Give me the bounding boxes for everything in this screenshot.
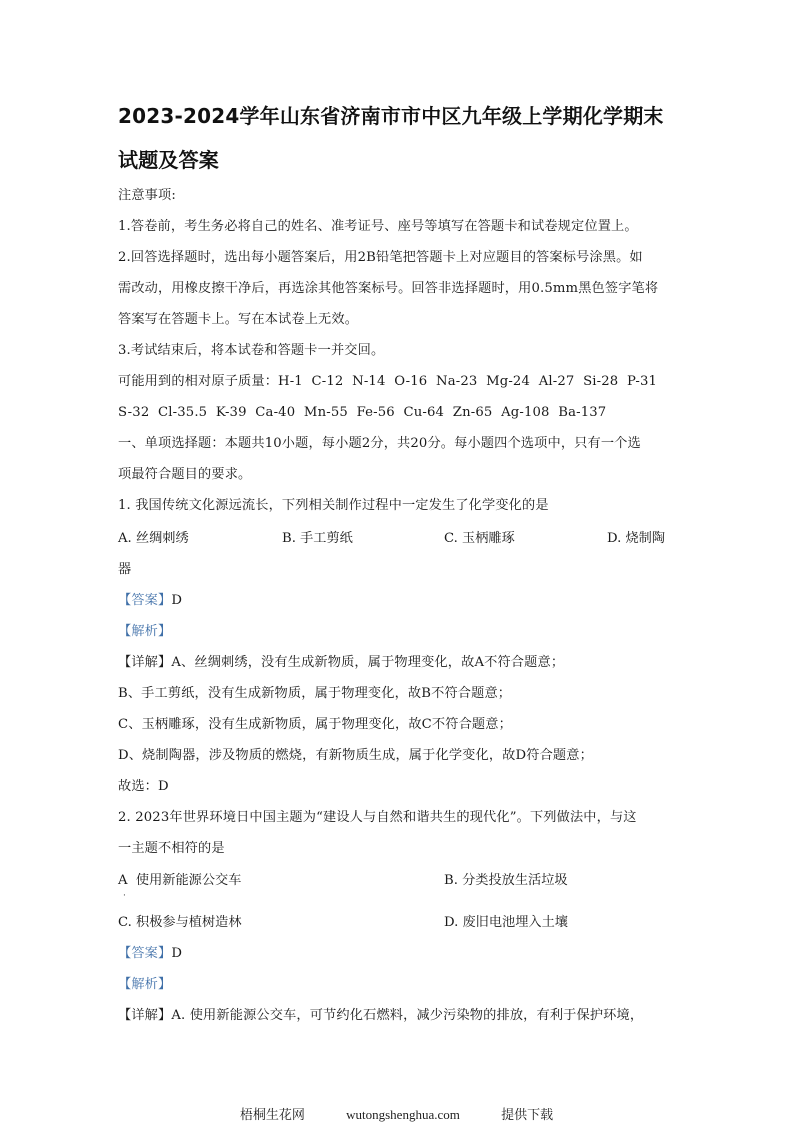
q2-answer (118, 946, 678, 962)
footer-download-text: 提供下载 (501, 1107, 554, 1122)
notice-item-2: 2.回答选择题时，选出每小题答案后，用2B铅笔把答题卡上对应题目的答案标号涂黑。如 (118, 250, 643, 265)
q2-stem-line2: 一主题不相符的是 (118, 841, 225, 856)
q1-detail-line1 (118, 655, 678, 671)
section1-heading: 一、单项选择题：本题共10小题，每小题2分，共20分。每小题四个选项中，只有一个选 (118, 436, 641, 451)
q2-stray-dot: · (123, 891, 126, 901)
footer-url[interactable]: wutongshenghua.com (346, 1107, 460, 1122)
q1-conclusion: 故选：D (118, 779, 169, 794)
atomic-masses-line2: S-32 Cl-35.5 K-39 Ca-40 Mn-55 Fe-56 Cu-64 Zn-65 Ag-108 Ba-137 (118, 405, 607, 420)
section1-heading-cont: 项最符合题目的要求。 (118, 467, 252, 482)
q2-answer-label: 【答案】 (118, 946, 172, 961)
q1-analysis-label: 【解析】 (118, 624, 172, 639)
q1-option-c: C. 玉柄雕琢 (444, 531, 515, 546)
q1-detail-line4: D、烧制陶器，涉及物质的燃烧，有新物质生成，属于化学变化，故D符合题意； (118, 748, 593, 763)
q2-answer-value: D (171, 946, 183, 961)
q2-analysis-label: 【解析】 (118, 977, 172, 992)
footer-site-name: 梧桐生花网 (239, 1107, 305, 1122)
notice-heading: 注意事项: (118, 188, 176, 203)
q1-option-a: A. 丝绸刺绣 (118, 531, 189, 546)
q1-answer-value: D (171, 593, 183, 608)
q1-stem: 1. 我国传统文化源远流长，下列相关制作过程中一定发生了化学变化的是 (118, 498, 549, 513)
notice-item-3: 3.考试结束后，将本试卷和答题卡一并交回。 (118, 343, 385, 358)
q1-answer-label: 【答案】 (118, 593, 172, 608)
q2-detail-line1 (118, 1008, 678, 1024)
q2-option-d: D. 废旧电池埋入土壤 (444, 915, 568, 930)
notice-item-2-cont2: 答案写在答题卡上。写在本试卷上无效。 (118, 312, 359, 327)
q2-option-a: A 使用新能源公交车 (118, 873, 242, 888)
q2-stem-line1: 2. 2023年世界环境日中国主题为“建设人与自然和谐共生的现代化”。下列做法中，与这 (118, 810, 637, 825)
notice-item-1: 1.答卷前，考生务必将自己的姓名、准考证号、座号等填写在答题卡和试卷规定位置上。 (118, 219, 638, 234)
q2-options-row1 (118, 873, 678, 889)
q1-detail-line2: B、手工剪纸，没有生成新物质，属于物理变化，故B不符合题意； (118, 686, 512, 701)
q1-option-b: B. 手工剪纸 (282, 531, 353, 546)
q2-option-b: B. 分类投放生活垃圾 (444, 873, 568, 888)
q1-option-d: D. 烧制陶 (607, 531, 666, 546)
q1-answer (118, 593, 678, 609)
q2-detail-text-1: A. 使用新能源公交车，可节约化石燃料，减少污染物的排放，有利于保护环境， (171, 1008, 644, 1023)
q1-options (118, 531, 678, 547)
page-footer (0, 1104, 793, 1123)
q2-options-row2 (118, 915, 678, 931)
q1-detail-text-1: A、丝绸刺绣，没有生成新物质，属于物理变化，故A不符合题意； (171, 655, 565, 670)
q1-option-d-wrap: 器 (118, 562, 132, 577)
document-title-line2: 试题及答案 (118, 148, 219, 172)
document-title-line1: 2023-2024学年山东省济南市市中区九年级上学期化学期末 (118, 104, 664, 128)
q2-option-c: C. 积极参与植树造林 (118, 915, 242, 930)
q1-detail-line3: C、玉柄雕琢，没有生成新物质，属于物理变化，故C不符合题意； (118, 717, 512, 732)
q1-detail-label: 【详解】 (118, 655, 172, 670)
atomic-masses-line1: 可能用到的相对原子质量：H-1 C-12 N-14 O-16 Na-23 Mg-24 Al-27 Si-28 P-31 (118, 374, 658, 389)
q2-detail-label: 【详解】 (118, 1008, 172, 1023)
notice-item-2-cont: 需改动，用橡皮擦干净后，再选涂其他答案标号。回答非选择题时，用0.5mm黑色签字笔将 (118, 281, 659, 296)
